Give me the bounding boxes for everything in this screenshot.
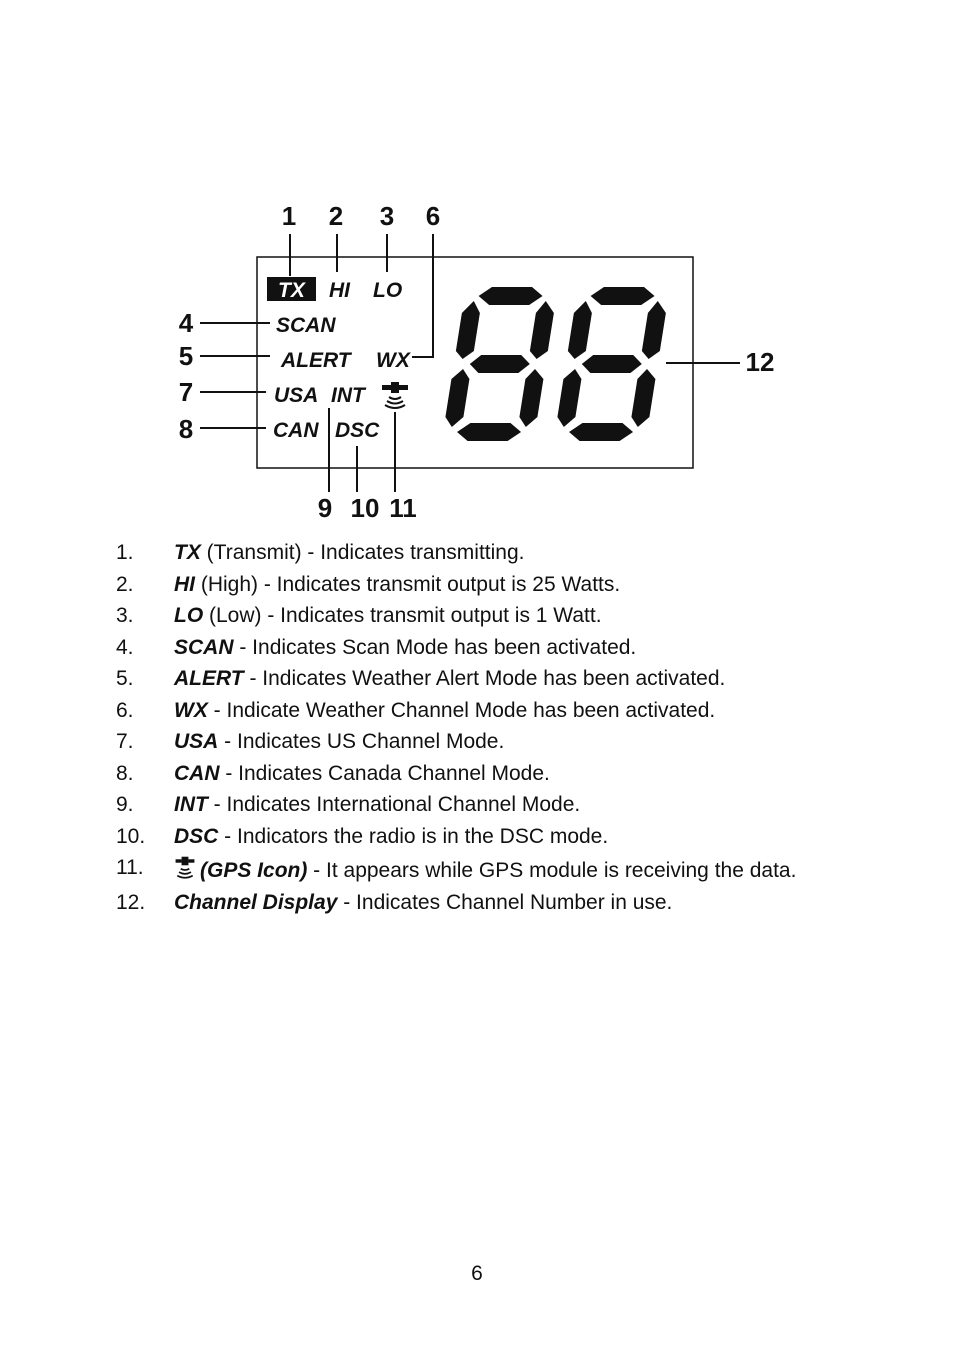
legend-number: 3. <box>116 604 134 627</box>
segment <box>556 369 583 427</box>
legend-description: - Indicates Scan Mode has been activated. <box>233 635 637 659</box>
legend-description: - Indicators the radio is in the DSC mode. <box>218 824 609 848</box>
legend-term: USA <box>174 730 219 753</box>
legend-number: 10. <box>116 824 146 848</box>
legend-description: (Transmit) - Indicates transmitting. <box>200 541 525 564</box>
legend-number: 8. <box>116 761 134 785</box>
callout-7: 7 <box>178 377 194 407</box>
legend-number: 2. <box>116 572 134 596</box>
callout-12: 12 <box>745 347 775 377</box>
legend-item <box>116 572 836 597</box>
legend-number: 11. <box>116 856 144 879</box>
callout-5: 5 <box>178 341 194 371</box>
legend-term: TX <box>174 541 201 564</box>
legend-item <box>116 635 836 660</box>
legend-description: (High) - Indicates transmit output is 25 Watts. <box>195 572 621 596</box>
int-indicator: INT <box>331 384 365 407</box>
segment <box>630 369 657 427</box>
indicator-legend <box>116 540 836 921</box>
legend-item <box>116 855 836 883</box>
callout-1: 1 <box>281 201 297 231</box>
seven-segment-display <box>442 287 670 441</box>
segment <box>580 355 643 373</box>
hi-indicator: HI <box>329 279 350 302</box>
legend-item <box>116 666 836 691</box>
legend-description: (Low) - Indicates transmit output is 1 Watt. <box>203 604 602 627</box>
segment <box>444 369 471 427</box>
legend-term: Channel Display <box>174 890 338 914</box>
digit-1 <box>442 287 558 441</box>
legend-term: SCAN <box>174 635 234 659</box>
legend-number: 5. <box>116 667 134 690</box>
can-indicator: CAN <box>273 419 319 442</box>
legend-term: HI <box>174 572 195 596</box>
lo-indicator: LO <box>373 279 403 302</box>
segment <box>455 301 482 359</box>
page-number: 6 <box>471 1262 483 1285</box>
wx-indicator: WX <box>376 349 410 372</box>
segment <box>529 301 556 359</box>
dsc-indicator: DSC <box>335 419 380 442</box>
legend-description: - Indicates International Channel Mode. <box>207 793 581 816</box>
callout-8: 8 <box>178 414 194 444</box>
legend-item <box>116 792 836 817</box>
legend-item <box>116 540 836 565</box>
legend-term: (GPS Icon) <box>200 859 308 882</box>
digit-2 <box>554 287 670 441</box>
callout-6: 6 <box>425 201 441 231</box>
legend-term: DSC <box>174 824 219 848</box>
gps-satellite-icon <box>382 382 408 408</box>
legend-term: LO <box>174 604 204 627</box>
gps-satellite-icon <box>174 855 196 879</box>
callout-10: 10 <box>350 493 380 523</box>
legend-item <box>116 729 836 754</box>
legend-number: 7. <box>116 730 134 753</box>
segment <box>568 423 635 441</box>
legend-item <box>116 824 836 849</box>
legend-term: INT <box>174 793 208 816</box>
legend-number: 1. <box>116 541 134 564</box>
callout-2: 2 <box>328 201 344 231</box>
segment <box>589 287 656 305</box>
segment <box>468 355 531 373</box>
legend-number: 9. <box>116 793 134 816</box>
legend-description: - Indicate Weather Channel Mode has been activated. <box>207 698 716 722</box>
segment <box>518 369 545 427</box>
legend-description: - Indicates Channel Number in use. <box>337 890 673 914</box>
segment <box>477 287 544 305</box>
callout-11: 11 <box>389 493 417 523</box>
legend-item <box>116 761 836 786</box>
legend-item <box>116 890 836 915</box>
scan-indicator: SCAN <box>276 314 336 337</box>
usa-indicator: USA <box>274 384 319 407</box>
legend-term: CAN <box>174 761 220 785</box>
callout-3: 3 <box>379 201 395 231</box>
alert-indicator: ALERT <box>281 349 351 372</box>
callout-4: 4 <box>178 308 194 338</box>
lcd-diagram <box>0 0 954 530</box>
tx-indicator: TX <box>278 279 305 302</box>
legend-description: - Indicates Canada Channel Mode. <box>219 761 550 785</box>
segment <box>567 301 594 359</box>
segment <box>641 301 668 359</box>
legend-description: - Indicates US Channel Mode. <box>218 730 505 753</box>
legend-item <box>116 603 836 628</box>
legend-term: WX <box>174 698 208 722</box>
segment <box>456 423 523 441</box>
legend-term: ALERT <box>174 667 244 690</box>
legend-item <box>116 698 836 723</box>
legend-number: 6. <box>116 698 134 722</box>
callout-9: 9 <box>317 493 333 523</box>
legend-description: - Indicates Weather Alert Mode has been activated. <box>243 667 726 690</box>
legend-number: 12. <box>116 890 146 914</box>
legend-number: 4. <box>116 635 134 659</box>
legend-description: - It appears while GPS module is receiving the data. <box>307 859 797 882</box>
